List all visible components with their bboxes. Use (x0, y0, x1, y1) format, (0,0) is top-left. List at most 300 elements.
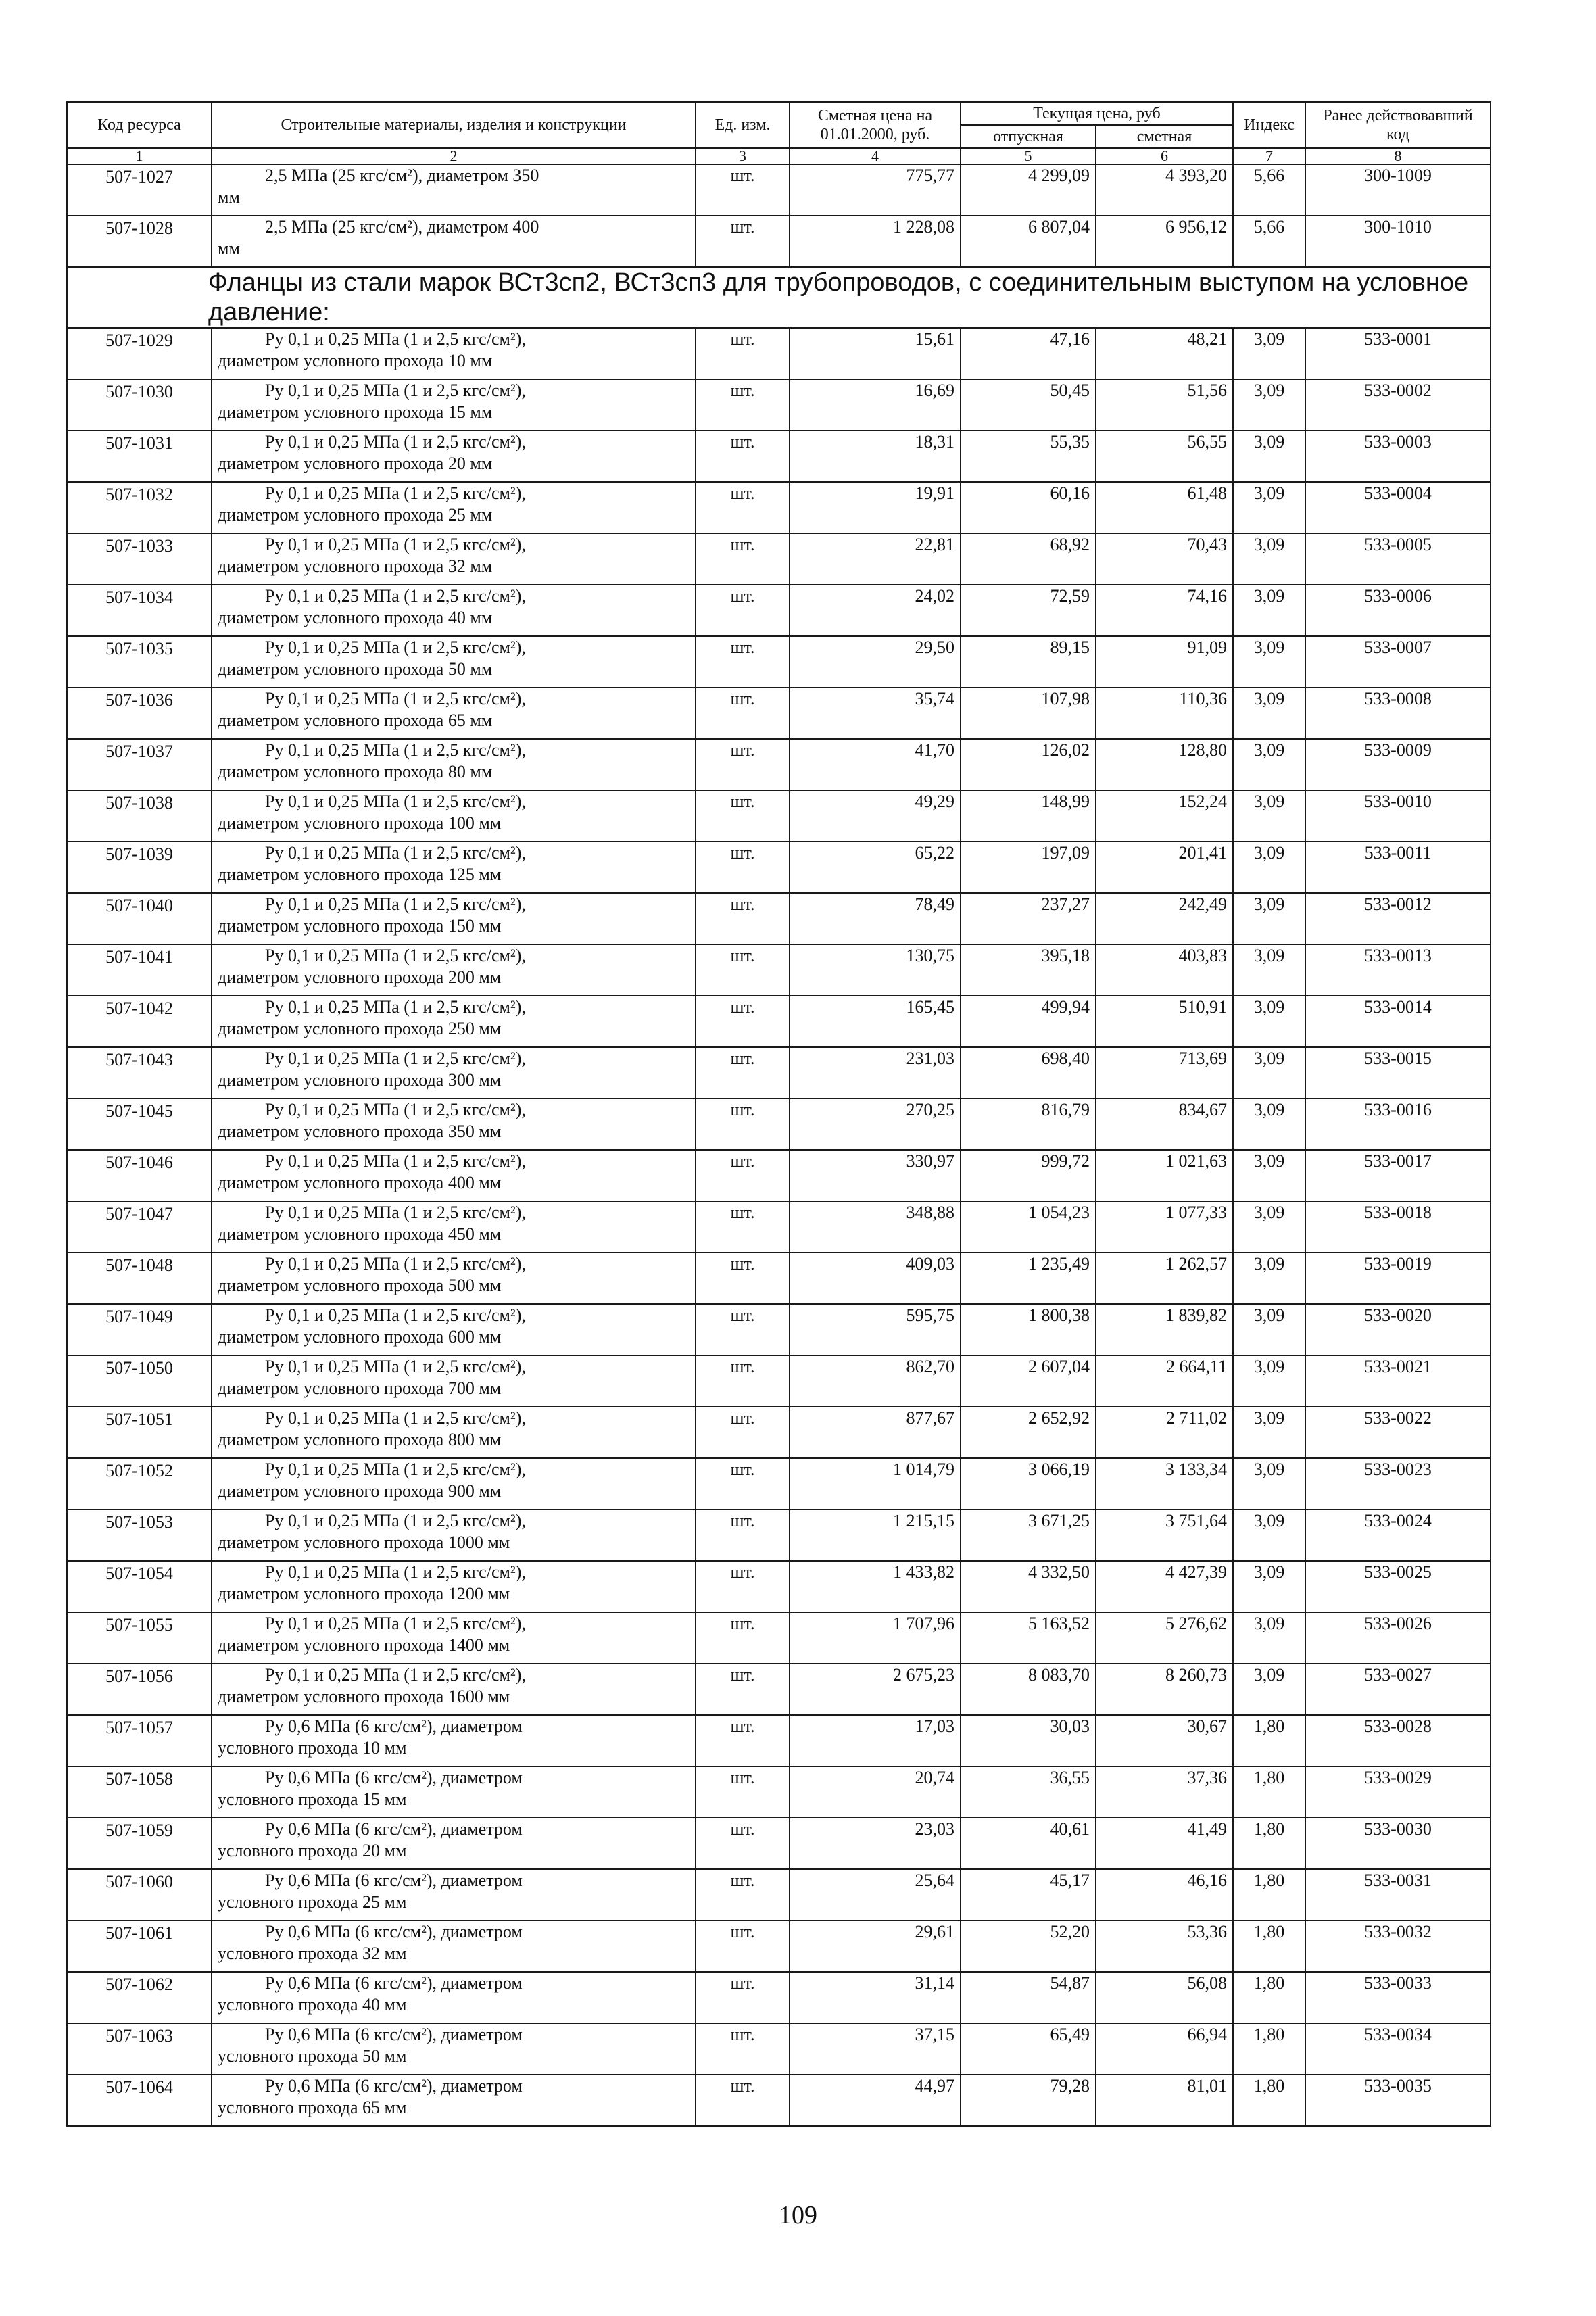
col-number: 2 (212, 148, 696, 164)
unit: шт. (696, 1047, 790, 1099)
material-name (212, 1407, 696, 1458)
resource-code: 507-1050 (67, 1355, 212, 1407)
material-name-line1: Ру 0,1 и 0,25 МПа (1 и 2,5 кгс/см²), (265, 1562, 526, 1582)
table-row (67, 944, 1491, 996)
base-price: 2 675,23 (790, 1664, 961, 1715)
base-price: 18,31 (790, 431, 961, 482)
material-name-line2: диаметром условного прохода 20 мм (218, 454, 493, 473)
previous-code: 533-0006 (1305, 585, 1491, 636)
material-name-line1: Ру 0,1 и 0,25 МПа (1 и 2,5 кгс/см²), (265, 1408, 526, 1428)
resource-code: 507-1037 (67, 739, 212, 790)
unit: шт. (696, 216, 790, 267)
table-row (67, 790, 1491, 842)
resource-code: 507-1049 (67, 1304, 212, 1355)
table-row (67, 842, 1491, 893)
base-price: 23,03 (790, 1818, 961, 1869)
previous-code: 533-0021 (1305, 1355, 1491, 1407)
material-name (212, 533, 696, 585)
material-name-line1: 2,5 МПа (25 кгс/см²), диаметром 400 (265, 217, 539, 237)
table-row (67, 1510, 1491, 1561)
base-price: 1 433,82 (790, 1561, 961, 1612)
material-name-line1: Ру 0,1 и 0,25 МПа (1 и 2,5 кгс/см²), (265, 535, 526, 554)
table-row (67, 379, 1491, 431)
material-name-line2: диаметром условного прохода 50 мм (218, 659, 493, 679)
unit: шт. (696, 1458, 790, 1510)
estimate-price: 5 276,62 (1096, 1612, 1233, 1664)
material-name (212, 328, 696, 379)
material-name-line1: Ру 0,6 МПа (6 кгс/см²), диаметром (265, 1871, 523, 1890)
material-name (212, 996, 696, 1047)
material-name (212, 1766, 696, 1818)
base-price: 25,64 (790, 1869, 961, 1921)
col-number: 5 (961, 148, 1096, 164)
unit: шт. (696, 379, 790, 431)
wholesale-price: 89,15 (961, 636, 1096, 687)
wholesale-price: 72,59 (961, 585, 1096, 636)
wholesale-price: 30,03 (961, 1715, 1096, 1766)
column-number-row (67, 148, 1491, 164)
base-price: 15,61 (790, 328, 961, 379)
material-name (212, 2023, 696, 2075)
table-row (67, 1355, 1491, 1407)
estimate-price: 1 077,33 (1096, 1201, 1233, 1253)
unit: шт. (696, 482, 790, 533)
price-index: 1,80 (1233, 1766, 1305, 1818)
material-name-line1: Ру 0,1 и 0,25 МПа (1 и 2,5 кгс/см²), (265, 1357, 526, 1376)
base-price: 22,81 (790, 533, 961, 585)
previous-code: 533-0029 (1305, 1766, 1491, 1818)
previous-code: 533-0019 (1305, 1253, 1491, 1304)
header-current-price: Текущая цена, руб (961, 102, 1233, 125)
material-name (212, 739, 696, 790)
resource-code: 507-1038 (67, 790, 212, 842)
price-index: 1,80 (1233, 1818, 1305, 1869)
previous-code: 533-0016 (1305, 1099, 1491, 1150)
material-name (212, 842, 696, 893)
header-prev-code: Ранее действовавший код (1305, 102, 1491, 148)
unit: шт. (696, 996, 790, 1047)
resource-code: 507-1052 (67, 1458, 212, 1510)
material-name-line1: Ру 0,6 МПа (6 кгс/см²), диаметром (265, 1922, 523, 1941)
unit: шт. (696, 533, 790, 585)
material-name-line2: диаметром условного прохода 80 мм (218, 762, 493, 781)
resource-code: 507-1036 (67, 687, 212, 739)
resource-code: 507-1029 (67, 328, 212, 379)
resource-code: 507-1043 (67, 1047, 212, 1099)
material-name-line1: Ру 0,6 МПа (6 кгс/см²), диаметром (265, 1819, 523, 1839)
base-price: 49,29 (790, 790, 961, 842)
price-index: 3,09 (1233, 1612, 1305, 1664)
price-index: 3,09 (1233, 1099, 1305, 1150)
table-row (67, 687, 1491, 739)
material-name-line2: условного прохода 25 мм (218, 1892, 407, 1912)
price-index: 3,09 (1233, 585, 1305, 636)
wholesale-price: 60,16 (961, 482, 1096, 533)
unit: шт. (696, 893, 790, 944)
table-row (67, 1869, 1491, 1921)
previous-code: 533-0030 (1305, 1818, 1491, 1869)
resource-code: 507-1055 (67, 1612, 212, 1664)
price-index: 3,09 (1233, 1561, 1305, 1612)
resource-code: 507-1031 (67, 431, 212, 482)
price-index: 3,09 (1233, 790, 1305, 842)
wholesale-price: 50,45 (961, 379, 1096, 431)
base-price: 65,22 (790, 842, 961, 893)
material-name-line2: диаметром условного прохода 900 мм (218, 1481, 502, 1501)
table-row (67, 1561, 1491, 1612)
wholesale-price: 816,79 (961, 1099, 1096, 1150)
material-name-line2: условного прохода 50 мм (218, 2046, 407, 2066)
base-price: 37,15 (790, 2023, 961, 2075)
wholesale-price: 2 607,04 (961, 1355, 1096, 1407)
previous-code: 533-0020 (1305, 1304, 1491, 1355)
material-name-line2: условного прохода 40 мм (218, 1995, 407, 2015)
resource-code: 507-1063 (67, 2023, 212, 2075)
previous-code: 300-1010 (1305, 216, 1491, 267)
material-name (212, 216, 696, 267)
col-number: 4 (790, 148, 961, 164)
material-name-line1: Ру 0,1 и 0,25 МПа (1 и 2,5 кгс/см²), (265, 483, 526, 503)
material-name-line1: 2,5 МПа (25 кгс/см²), диаметром 350 (265, 166, 539, 185)
base-price: 409,03 (790, 1253, 961, 1304)
price-index: 3,09 (1233, 533, 1305, 585)
material-name-line1: Ру 0,1 и 0,25 МПа (1 и 2,5 кгс/см²), (265, 637, 526, 657)
resource-code: 507-1060 (67, 1869, 212, 1921)
base-price: 78,49 (790, 893, 961, 944)
material-name-line1: Ру 0,1 и 0,25 МПа (1 и 2,5 кгс/см²), (265, 689, 526, 708)
material-name (212, 1818, 696, 1869)
unit: шт. (696, 944, 790, 996)
estimate-price: 30,67 (1096, 1715, 1233, 1766)
estimate-price: 4 427,39 (1096, 1561, 1233, 1612)
unit: шт. (696, 328, 790, 379)
resource-code: 507-1047 (67, 1201, 212, 1253)
material-name (212, 1510, 696, 1561)
resource-code: 507-1028 (67, 216, 212, 267)
wholesale-price: 237,27 (961, 893, 1096, 944)
material-name-line1: Ру 0,1 и 0,25 МПа (1 и 2,5 кгс/см²), (265, 946, 526, 965)
material-name (212, 379, 696, 431)
estimate-price: 70,43 (1096, 533, 1233, 585)
material-name (212, 1253, 696, 1304)
material-name-line2: диаметром условного прохода 150 мм (218, 916, 502, 936)
estimate-price: 61,48 (1096, 482, 1233, 533)
previous-code: 533-0005 (1305, 533, 1491, 585)
estimate-price: 1 021,63 (1096, 1150, 1233, 1201)
material-name-line2: диаметром условного прохода 125 мм (218, 865, 502, 884)
material-name (212, 1458, 696, 1510)
table-row (67, 1818, 1491, 1869)
table-row (67, 1407, 1491, 1458)
resource-code: 507-1033 (67, 533, 212, 585)
resource-code: 507-1053 (67, 1510, 212, 1561)
wholesale-price: 47,16 (961, 328, 1096, 379)
section-title: Фланцы из стали марок ВСт3сп2, ВСт3сп3 для трубопроводов, с соединительным выступом на условное давление: (208, 268, 1469, 327)
wholesale-price: 68,92 (961, 533, 1096, 585)
estimate-price: 74,16 (1096, 585, 1233, 636)
previous-code: 533-0034 (1305, 2023, 1491, 2075)
material-name (212, 431, 696, 482)
estimate-price: 81,01 (1096, 2075, 1233, 2126)
base-price: 231,03 (790, 1047, 961, 1099)
material-name (212, 1869, 696, 1921)
material-name (212, 1664, 696, 1715)
material-name (212, 687, 696, 739)
material-name-line2: мм (218, 187, 240, 207)
resource-code: 507-1059 (67, 1818, 212, 1869)
material-name-line1: Ру 0,6 МПа (6 кгс/см²), диаметром (265, 1716, 523, 1736)
table-row (67, 216, 1491, 267)
material-name (212, 1972, 696, 2023)
previous-code: 533-0031 (1305, 1869, 1491, 1921)
price-index: 3,09 (1233, 1664, 1305, 1715)
price-table (66, 101, 1491, 2127)
table-row (67, 739, 1491, 790)
table-body (67, 328, 1491, 2126)
material-name (212, 1612, 696, 1664)
section-title-row (67, 267, 1491, 328)
price-index: 3,09 (1233, 944, 1305, 996)
table-row (67, 482, 1491, 533)
base-price: 29,61 (790, 1921, 961, 1972)
unit: шт. (696, 687, 790, 739)
unit: шт. (696, 1510, 790, 1561)
previous-code: 533-0014 (1305, 996, 1491, 1047)
material-name-line2: диаметром условного прохода 200 мм (218, 967, 502, 987)
table-row (67, 893, 1491, 944)
material-name (212, 944, 696, 996)
estimate-price: 46,16 (1096, 1869, 1233, 1921)
material-name-line1: Ру 0,6 МПа (6 кгс/см²), диаметром (265, 1768, 523, 1787)
wholesale-price: 79,28 (961, 2075, 1096, 2126)
price-index: 3,09 (1233, 482, 1305, 533)
base-price: 1 014,79 (790, 1458, 961, 1510)
material-name-line2: диаметром условного прохода 300 мм (218, 1070, 502, 1090)
wholesale-price: 3 671,25 (961, 1510, 1096, 1561)
previous-code: 533-0013 (1305, 944, 1491, 996)
estimate-price: 56,55 (1096, 431, 1233, 482)
material-name (212, 1150, 696, 1201)
wholesale-price: 499,94 (961, 996, 1096, 1047)
previous-code: 533-0024 (1305, 1510, 1491, 1561)
wholesale-price: 1 235,49 (961, 1253, 1096, 1304)
price-index: 3,09 (1233, 431, 1305, 482)
material-name-line2: диаметром условного прохода 1400 мм (218, 1635, 510, 1655)
wholesale-price: 1 800,38 (961, 1304, 1096, 1355)
material-name-line2: диаметром условного прохода 100 мм (218, 813, 502, 833)
material-name-line1: Ру 0,1 и 0,25 МПа (1 и 2,5 кгс/см²), (265, 997, 526, 1017)
table-row (67, 1921, 1491, 1972)
wholesale-price: 698,40 (961, 1047, 1096, 1099)
material-name (212, 1921, 696, 1972)
previous-code: 533-0007 (1305, 636, 1491, 687)
material-name (212, 164, 696, 216)
resource-code: 507-1054 (67, 1561, 212, 1612)
table-row (67, 1715, 1491, 1766)
base-price: 17,03 (790, 1715, 961, 1766)
price-index: 3,09 (1233, 379, 1305, 431)
material-name-line1: Ру 0,1 и 0,25 МПа (1 и 2,5 кгс/см²), (265, 1100, 526, 1119)
previous-code: 533-0004 (1305, 482, 1491, 533)
unit: шт. (696, 1150, 790, 1201)
estimate-price: 152,24 (1096, 790, 1233, 842)
material-name-line2: диаметром условного прохода 800 мм (218, 1430, 502, 1449)
price-index: 1,80 (1233, 1715, 1305, 1766)
estimate-price: 110,36 (1096, 687, 1233, 739)
previous-code: 533-0011 (1305, 842, 1491, 893)
resource-code: 507-1032 (67, 482, 212, 533)
wholesale-price: 36,55 (961, 1766, 1096, 1818)
material-name (212, 1099, 696, 1150)
material-name-line1: Ру 0,1 и 0,25 МПа (1 и 2,5 кгс/см²), (265, 1048, 526, 1068)
material-name-line2: диаметром условного прохода 450 мм (218, 1224, 502, 1244)
header-name: Строительные материалы, изделия и конструкции (212, 102, 696, 148)
price-index: 3,09 (1233, 739, 1305, 790)
header-index: Индекс (1233, 102, 1305, 148)
previous-code: 533-0035 (1305, 2075, 1491, 2126)
base-price: 44,97 (790, 2075, 961, 2126)
resource-code: 507-1064 (67, 2075, 212, 2126)
previous-code: 533-0023 (1305, 1458, 1491, 1510)
header-estimate: сметная (1096, 125, 1233, 148)
table-row (67, 164, 1491, 216)
estimate-price: 4 393,20 (1096, 164, 1233, 216)
estimate-price: 3 751,64 (1096, 1510, 1233, 1561)
estimate-price: 201,41 (1096, 842, 1233, 893)
unit: шт. (696, 1201, 790, 1253)
unit: шт. (696, 790, 790, 842)
material-name-line1: Ру 0,1 и 0,25 МПа (1 и 2,5 кгс/см²), (265, 586, 526, 606)
base-price: 1 215,15 (790, 1510, 961, 1561)
price-index: 5,66 (1233, 164, 1305, 216)
material-name-line1: Ру 0,1 и 0,25 МПа (1 и 2,5 кгс/см²), (265, 1305, 526, 1325)
previous-code: 533-0017 (1305, 1150, 1491, 1201)
estimate-price: 53,36 (1096, 1921, 1233, 1972)
material-name (212, 482, 696, 533)
wholesale-price: 126,02 (961, 739, 1096, 790)
estimate-price: 37,36 (1096, 1766, 1233, 1818)
price-index: 3,09 (1233, 1150, 1305, 1201)
unit: шт. (696, 1972, 790, 2023)
price-index: 3,09 (1233, 1304, 1305, 1355)
previous-code: 533-0001 (1305, 328, 1491, 379)
price-index: 3,09 (1233, 687, 1305, 739)
previous-code: 533-0032 (1305, 1921, 1491, 1972)
material-name-line2: условного прохода 10 мм (218, 1738, 407, 1758)
estimate-price: 56,08 (1096, 1972, 1233, 2023)
material-name-line2: диаметром условного прохода 25 мм (218, 505, 493, 525)
resource-code: 507-1062 (67, 1972, 212, 2023)
section-body (67, 267, 1491, 328)
material-name-line2: диаметром условного прохода 40 мм (218, 608, 493, 627)
price-index: 1,80 (1233, 2023, 1305, 2075)
estimate-price: 834,67 (1096, 1099, 1233, 1150)
material-name-line2: диаметром условного прохода 600 мм (218, 1327, 502, 1347)
price-table-sheet (66, 101, 1490, 2127)
table-row (67, 1458, 1491, 1510)
material-name-line2: диаметром условного прохода 400 мм (218, 1173, 502, 1192)
resource-code: 507-1040 (67, 893, 212, 944)
table-row (67, 1253, 1491, 1304)
material-name-line1: Ру 0,1 и 0,25 МПа (1 и 2,5 кгс/см²), (265, 894, 526, 914)
price-index: 1,80 (1233, 2075, 1305, 2126)
material-name-line2: диаметром условного прохода 250 мм (218, 1019, 502, 1038)
material-name (212, 1201, 696, 1253)
unit: шт. (696, 585, 790, 636)
table-row (67, 2075, 1491, 2126)
material-name-line1: Ру 0,1 и 0,25 МПа (1 и 2,5 кгс/см²), (265, 740, 526, 760)
resource-code: 507-1051 (67, 1407, 212, 1458)
material-name-line2: диаметром условного прохода 500 мм (218, 1276, 502, 1295)
estimate-price: 713,69 (1096, 1047, 1233, 1099)
material-name-line2: диаметром условного прохода 65 мм (218, 710, 493, 730)
header-unit: Ед. изм. (696, 102, 790, 148)
col-number: 7 (1233, 148, 1305, 164)
unit: шт. (696, 1715, 790, 1766)
estimate-price: 8 260,73 (1096, 1664, 1233, 1715)
material-name-line2: диаметром условного прохода 15 мм (218, 402, 493, 422)
wholesale-price: 4 299,09 (961, 164, 1096, 216)
header-code: Код ресурса (67, 102, 212, 148)
material-name-line1: Ру 0,1 и 0,25 МПа (1 и 2,5 кгс/см²), (265, 1254, 526, 1274)
estimate-price: 41,49 (1096, 1818, 1233, 1869)
col-number: 1 (67, 148, 212, 164)
price-index: 3,09 (1233, 1253, 1305, 1304)
col-number: 8 (1305, 148, 1491, 164)
resource-code: 507-1035 (67, 636, 212, 687)
resource-code: 507-1034 (67, 585, 212, 636)
base-price: 330,97 (790, 1150, 961, 1201)
estimate-price: 3 133,34 (1096, 1458, 1233, 1510)
estimate-price: 51,56 (1096, 379, 1233, 431)
material-name-line2: диаметром условного прохода 1000 мм (218, 1533, 510, 1552)
previous-code: 533-0002 (1305, 379, 1491, 431)
price-index: 3,09 (1233, 1510, 1305, 1561)
material-name-line1: Ру 0,1 и 0,25 МПа (1 и 2,5 кгс/см²), (265, 1203, 526, 1222)
unit: шт. (696, 1561, 790, 1612)
estimate-price: 510,91 (1096, 996, 1233, 1047)
base-price: 130,75 (790, 944, 961, 996)
material-name-line1: Ру 0,1 и 0,25 МПа (1 и 2,5 кгс/см²), (265, 1511, 526, 1530)
wholesale-price: 197,09 (961, 842, 1096, 893)
price-index: 1,80 (1233, 1972, 1305, 2023)
unit: шт. (696, 2023, 790, 2075)
material-name-line1: Ру 0,1 и 0,25 МПа (1 и 2,5 кгс/см²), (265, 1614, 526, 1633)
table-row (67, 636, 1491, 687)
estimate-price: 48,21 (1096, 328, 1233, 379)
material-name (212, 1047, 696, 1099)
wholesale-price: 52,20 (961, 1921, 1096, 1972)
price-index: 3,09 (1233, 1458, 1305, 1510)
estimate-price: 1 839,82 (1096, 1304, 1233, 1355)
price-index: 3,09 (1233, 636, 1305, 687)
unit: шт. (696, 842, 790, 893)
resource-code: 507-1048 (67, 1253, 212, 1304)
table-row (67, 1099, 1491, 1150)
wholesale-price: 148,99 (961, 790, 1096, 842)
material-name-line1: Ру 0,1 и 0,25 МПа (1 и 2,5 кгс/см²), (265, 1459, 526, 1479)
previous-code: 533-0022 (1305, 1407, 1491, 1458)
table-row (67, 1972, 1491, 2023)
estimate-price: 1 262,57 (1096, 1253, 1233, 1304)
table-row (67, 533, 1491, 585)
material-name-line1: Ру 0,1 и 0,25 МПа (1 и 2,5 кгс/см²), (265, 1151, 526, 1171)
wholesale-price: 4 332,50 (961, 1561, 1096, 1612)
wholesale-price: 3 066,19 (961, 1458, 1096, 1510)
table-row (67, 1201, 1491, 1253)
material-name-line2: условного прохода 15 мм (218, 1789, 407, 1809)
material-name-line2: диаметром условного прохода 700 мм (218, 1378, 502, 1398)
